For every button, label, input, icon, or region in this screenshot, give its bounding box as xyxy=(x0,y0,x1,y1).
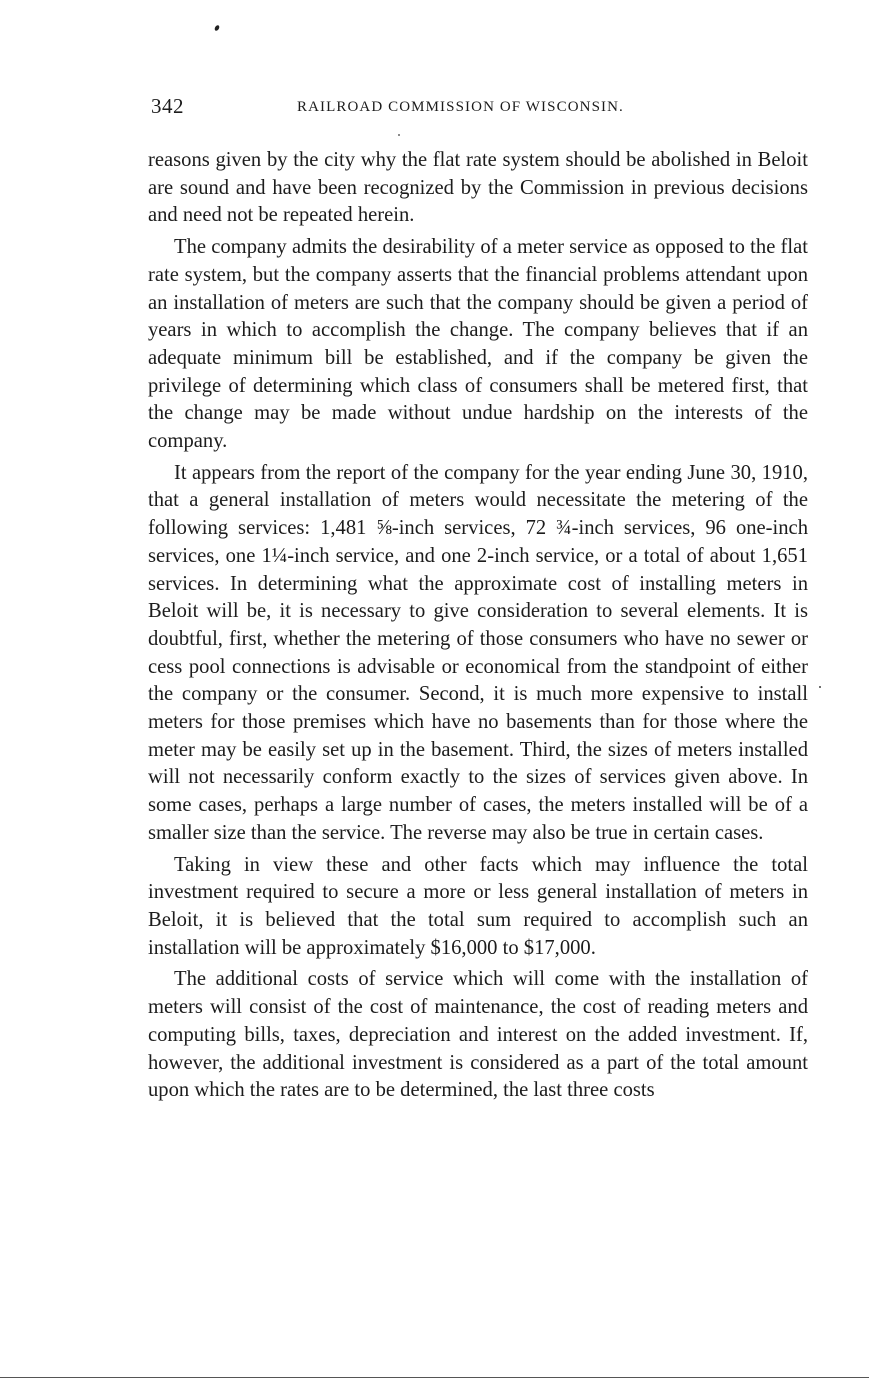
paragraph: reasons given by the city why the flat rate system should be abolished in Beloit are sound and have been recognized by the Commission in previous decisions and need not be repeated herein. xyxy=(148,149,808,227)
paragraph: Taking in view these and other facts which may influence the total investment required to secure a more or less general installation of meters in Beloit, it is believed that the total sum required to accomplish such an installation will be approximately $16,000 to $17,000. xyxy=(148,853,808,959)
body-text xyxy=(148,147,808,1105)
running-title: RAILROAD COMMISSION OF WISCONSIN. xyxy=(297,99,624,115)
paragraph: The additional costs of service which will come with the installation of meters will consist of the cost of maintenance, the cost of reading meters and computing bills, taxes, depreciation and interest on the added investment. If, however, the additional investment is considered as a part of the total amount upon which the rates are to be determined, the last three costs xyxy=(148,968,808,1102)
ink-speck xyxy=(398,134,400,136)
ink-speck xyxy=(819,686,821,688)
paragraph: The company admits the desirability of a meter service as opposed to the flat rate system, but the company asserts that the financial problems attendant upon an installation of meters are such that the company should be given a period of years in which to accomplish the change. The company believes that if an adequate minimum bill be established, and if the company be given the privilege of determining which class of consumers shall be metered first, that the change may be made without undue hardship on the interests of the company. xyxy=(148,236,808,453)
running-head xyxy=(151,94,801,120)
paragraph: It appears from the report of the company for the year ending June 30, 1910, that a general installation of meters would necessitate the metering of the following services: 1,481 ⅝-inch services, 72 ¾-inch services, 96 one-inch services, one 1¼-inch service, and one 2-inch service, or a total of about 1,651 services. In determining what the approximate cost of installing meters in Beloit will be, it is necessary to give consideration to several elements. It is doubtful, first, whether the metering of those consumers who have no sewer or cess pool connections is advisable or economical from the standpoint of either the company or the consumer. Second, it is much more expensive to install meters for those premises which have no basements than for those where the meter may be easily set up in the basement. Third, the sizes of meters installed will not necessarily conform exactly to the sizes of services given above. In some cases, perhaps a large number of cases, the meters installed will be of a smaller size than the service. The reverse may also be true in certain cases. xyxy=(148,461,808,844)
page-number: 342 xyxy=(151,94,184,118)
ink-speck xyxy=(214,24,220,31)
page-bottom-rule xyxy=(0,1377,869,1378)
